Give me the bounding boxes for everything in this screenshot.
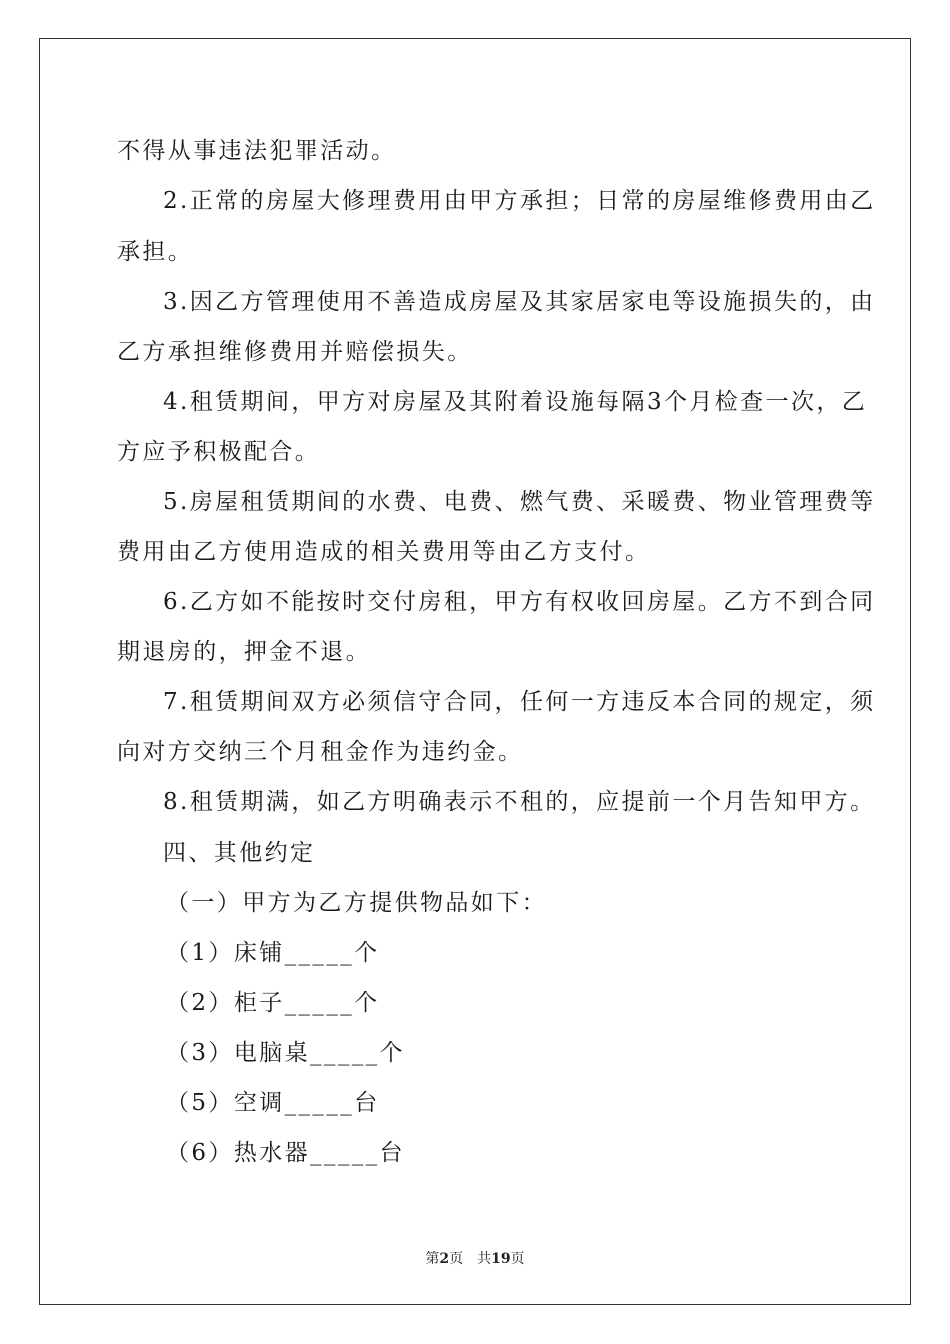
- clause-7-line-2: 向对方交纳三个月租金作为违约金。: [117, 739, 524, 765]
- item-3: （3）电脑桌_____个: [166, 1040, 405, 1066]
- paragraph-line-1-continuation: 不得从事违法犯罪活动。: [117, 138, 397, 164]
- item-6: （6）热水器_____台: [166, 1140, 405, 1166]
- clause-2-line-1: 2.正常的房屋大修理费用由甲方承担；日常的房屋维修费用由乙: [163, 188, 876, 214]
- total-prefix: 共: [477, 1251, 492, 1267]
- clause-3-line-2: 乙方承担维修费用并赔偿损失。: [117, 339, 473, 365]
- item-5: （5）空调_____台: [166, 1090, 380, 1116]
- clause-6-line-1: 6.乙方如不能按时交付房租，甲方有权收回房屋。乙方不到合同: [163, 589, 876, 615]
- page-prefix: 第: [425, 1251, 440, 1267]
- clause-8-line: 8.租赁期满，如乙方明确表示不租的，应提前一个月告知甲方。: [163, 789, 876, 815]
- clause-2-line-2: 承担。: [117, 239, 194, 265]
- page-suffix: 页: [449, 1251, 464, 1267]
- item-2: （2）柜子_____个: [166, 990, 380, 1016]
- subsection-heading: （一）甲方为乙方提供物品如下：: [166, 890, 547, 916]
- clause-5-line-2: 费用由乙方使用造成的相关费用等由乙方支付。: [117, 539, 651, 565]
- page-footer: [0, 1248, 950, 1268]
- clause-4-line-2: 方应予积极配合。: [117, 439, 321, 465]
- section-4-heading: 四、其他约定: [163, 840, 316, 866]
- total-suffix: 页: [510, 1251, 525, 1267]
- item-1: （1）床铺_____个: [166, 940, 380, 966]
- clause-6-line-2: 期退房的，押金不退。: [117, 639, 371, 665]
- clause-7-line-1: 7.租赁期间双方必须信守合同，任何一方违反本合同的规定，须: [163, 689, 876, 715]
- total-pages-number: 19: [491, 1251, 511, 1267]
- clause-4-line-1: 4.租赁期间，甲方对房屋及其附着设施每隔3个月检查一次，乙: [163, 389, 868, 415]
- clause-5-line-1: 5.房屋租赁期间的水费、电费、燃气费、采暖费、物业管理费等: [163, 489, 876, 515]
- page-current-number: 2: [439, 1251, 450, 1267]
- clause-3-line-1: 3.因乙方管理使用不善造成房屋及其家居家电等设施损失的，由: [163, 289, 876, 315]
